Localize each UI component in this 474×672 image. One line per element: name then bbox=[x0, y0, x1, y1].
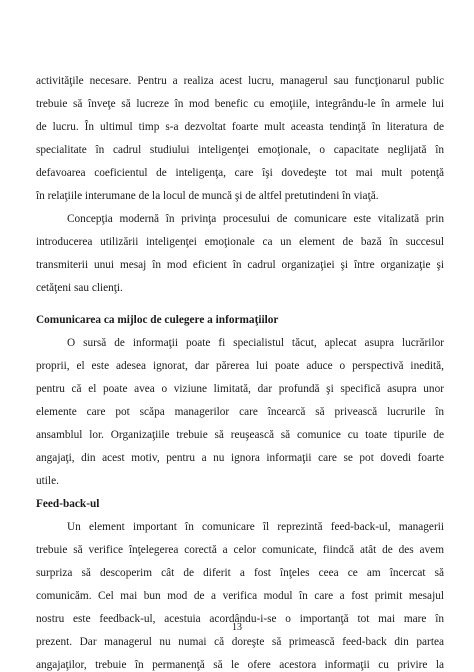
text-line: defavoarea coeficientul de inteligenţa, care îşi dovedeşte tot mai mult potenţă bbox=[36, 167, 444, 179]
text-line: elemente care pot scăpa managerilor care încearcă să privească lucrurile în bbox=[36, 406, 444, 418]
text-line: în relaţiile interumane de la locul de muncă şi de altfel pretutindeni în viaţă. bbox=[36, 190, 379, 202]
text-line: Concepţia modernă în privinţa procesului de comunicare este vitalizată prin bbox=[67, 213, 444, 225]
section-heading: Feed-back-ul bbox=[36, 498, 100, 510]
text-line: de lucru. În ultimul timp s-a dezvoltat foarte mult aceasta tendinţă în literatura de bbox=[36, 121, 444, 133]
text-line: Un element important în comunicare îl reprezintă feed-back-ul, managerii bbox=[67, 521, 444, 533]
text-line: pentru că el poate avea o viziune limitată, dar profundă şi specifică asupra unor bbox=[36, 383, 444, 395]
text-line: O sursă de informaţii poate fi specialistul tăcut, aplecat asupra lucrărilor bbox=[67, 337, 444, 349]
text-line: specialitate în cadrul studiului inteligenţei emoţionale, o capacitate neglijată în bbox=[36, 144, 444, 156]
text-line: introducerea utilizării inteligenţei emoţionale ca un element de bază în succesul bbox=[36, 236, 444, 248]
text-line: activităţile necesare. Pentru a realiza acest lucru, managerul sau funcţionarul public bbox=[36, 75, 444, 87]
text-line: trebuie să înveţe să lucreze în mod benefic cu emoţiile, integrându-le în armele lui bbox=[36, 98, 444, 110]
text-line: trebuie să verifice înţelegerea corectă a celor comunicate, fiindcă atât de des avem bbox=[36, 544, 444, 556]
text-line: transmiterii unui mesaj în mod eficient în cadrul organizaţiei şi între organizaţie şi bbox=[36, 259, 444, 271]
page-number: 13 bbox=[232, 622, 242, 633]
text-line: ansamblul lor. Organizaţiile trebuie să reuşească să comunice cu toate tipurile de bbox=[36, 429, 444, 441]
text-line: cetăţeni sau clienţi. bbox=[36, 282, 123, 294]
text-line: proprii, el este adesea ignorat, dar părerea lui poate aduce o perspectivă inedită, bbox=[36, 360, 444, 372]
section-heading: Comunicarea ca mijloc de culegere a informaţiilor bbox=[36, 314, 279, 326]
text-line: utile. bbox=[36, 475, 59, 487]
text-line: comunicăm. Cel mai bun mod de a verifica modul în care a fost primit mesajul bbox=[36, 590, 444, 602]
text-line: prezent. Dar managerul nu numai că doreşte să primească feed-back din partea bbox=[36, 636, 444, 648]
text-line: nostru este feedback-ul, acestuia acordându-i-se o importanţă tot mai mare în bbox=[36, 613, 444, 625]
text-line: angajaţilor, trebuie în permanenţă să le ofere acestora informaţii cu privire la bbox=[36, 659, 444, 671]
text-line: angajaţi, din acest motiv, pentru a nu ignora informaţii care se pot dovedi foarte bbox=[36, 452, 444, 464]
text-line: surpriza să descoperim cât de diferit a fost înţeles ceea ce am încercat să bbox=[36, 567, 444, 579]
